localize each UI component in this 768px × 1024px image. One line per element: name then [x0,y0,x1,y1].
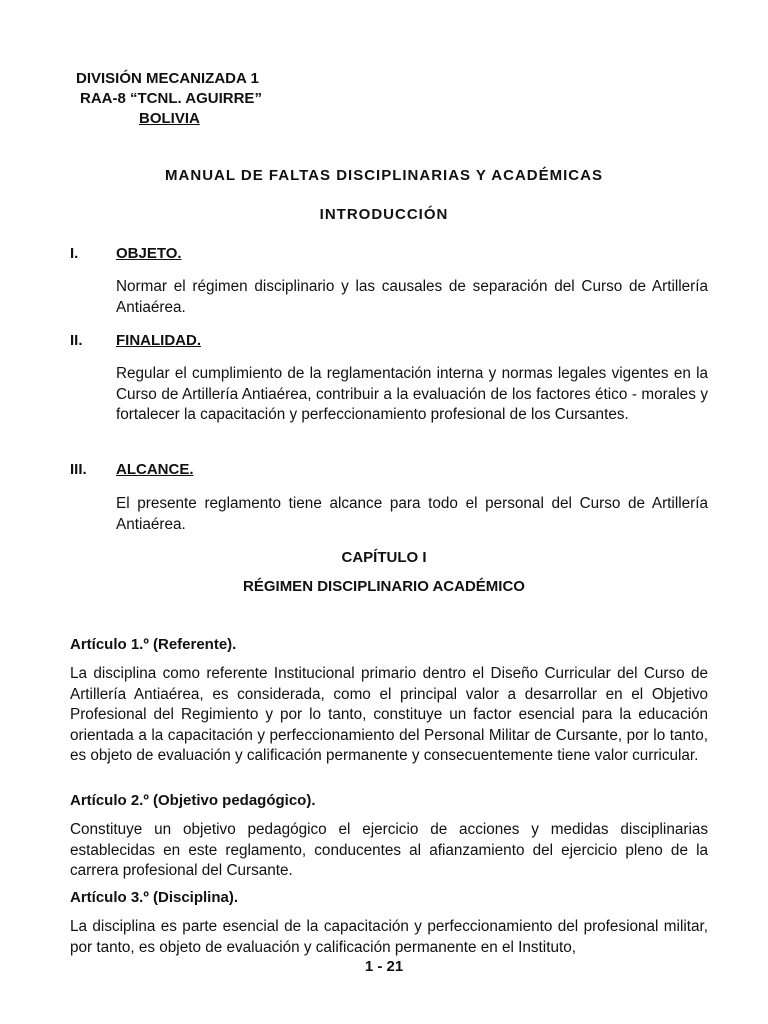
article-2-text: Constituye un objetivo pedagógico el ejercicio de acciones y medidas disciplinarias establecidas en este reglamento, conducentes al afianzamiento del ejercicio pleno de la carrera profesional del Cursante. [70,821,708,880]
section-3-heading: ALCANCE. [116,461,194,478]
article-2-heading [70,792,316,809]
header-country: BOLIVIA [139,110,200,127]
section-2-text: Regular el cumplimiento de la reglamentación interna y normas legales vigentes en la Curso de Artillería Antiaérea, contribuir a la evaluación de los factores ético - morales y fortalecer la capacitación y perfeccionamiento profesional de los Cursantes. [116,365,708,424]
section-3-text: El presente reglamento tiene alcance para todo el personal del Curso de Artillería Antiaérea. [116,495,708,533]
article-1-heading [70,636,236,653]
chapter-title: RÉGIMEN DISCIPLINARIO ACADÉMICO [243,578,525,595]
article-3-text: La disciplina es parte esencial de la capacitación y perfeccionamiento del profesional militar, por tanto, es objeto de evaluación y calificación permanente en el Instituto, [70,918,708,956]
page-number: 1 - 21 [364,958,404,975]
article-1-label: Artículo 1.º [70,636,149,653]
section-1-text: Normar el régimen disciplinario y las causales de separación del Curso de Artillería Antiaérea. [116,278,708,316]
article-2-name: (Objetivo pedagógico). [153,792,316,809]
section-3-number: III. [70,461,87,478]
section-1-heading: OBJETO. [116,245,182,262]
article-3-heading [70,889,238,906]
article-3-label: Artículo 3.º [70,889,149,906]
introduction-heading: INTRODUCCIÓN [319,206,449,223]
article-2-label: Artículo 2.º [70,792,149,809]
section-2-number: II. [70,332,83,349]
header-regiment: RAA-8 “TCNL. AGUIRRE” [80,90,262,107]
section-1-number: I. [70,245,79,262]
article-1-name: (Referente). [153,636,237,653]
article-3-name: (Disciplina). [153,889,239,906]
document-title: MANUAL DE FALTAS DISCIPLINARIAS Y ACADÉMICAS [165,167,603,184]
section-2-heading: FINALIDAD. [116,332,201,349]
header-division: DIVISIÓN MECANIZADA 1 [76,70,259,87]
chapter-label: CAPÍTULO I [341,549,427,566]
article-1-text: La disciplina como referente Institucional primario dentro el Diseño Curricular del Curso de Artillería Antiaérea, es considerada, como el principal valor a desarrollar en el Objetivo Profesional del Regimiento y por lo tanto, constituye un factor esencial para la educación orientada a la capacitación y perfeccionamiento del Personal Militar de Cursante, por lo tanto, es objeto de evaluación y calificación permanente y consecuentemente tiene valor curricular. [70,665,708,765]
